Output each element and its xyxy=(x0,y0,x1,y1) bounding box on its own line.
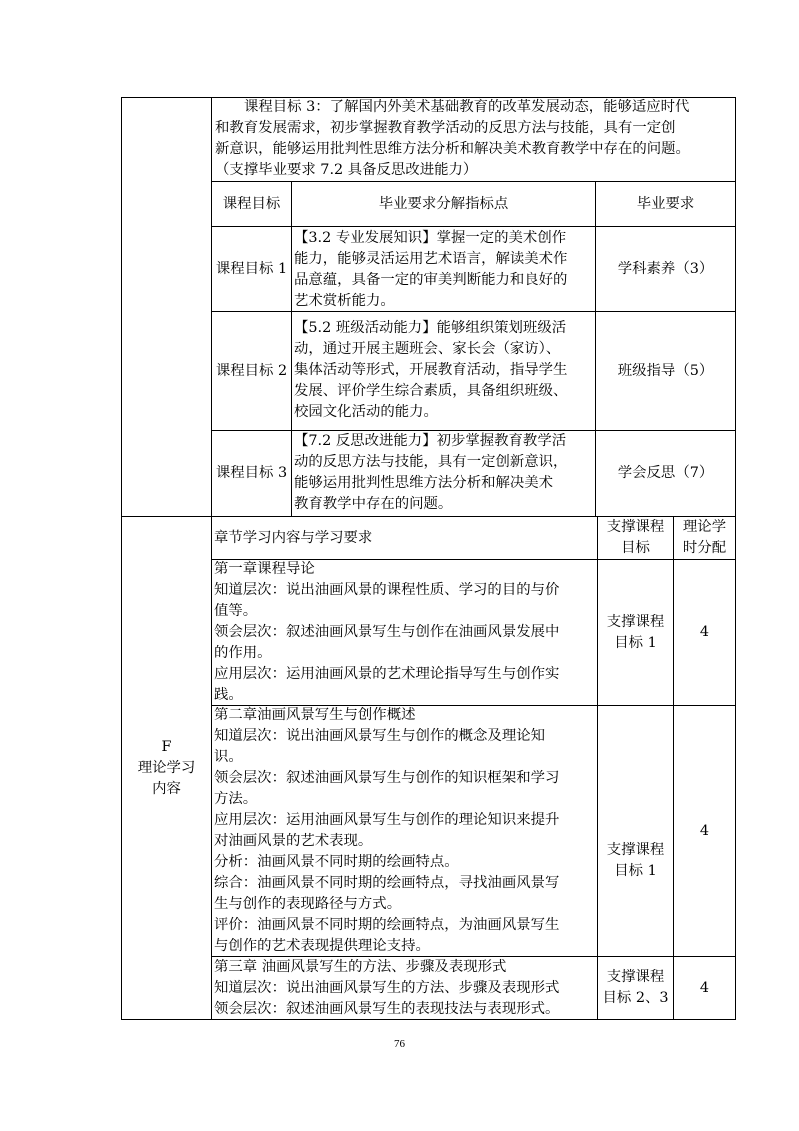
chapter-support: 支撑课程 目标 1 xyxy=(606,613,665,651)
mapping-row-objective: 课程目标 2 xyxy=(215,362,288,379)
chapter-hours: 4 xyxy=(699,624,710,640)
mapping-header-requirement: 毕业要求 xyxy=(636,195,695,212)
page-number: 76 xyxy=(394,1038,405,1050)
intro-line: 课程目标 3：了解国内外美术基础教育的改革发展动态，能够适应时代 xyxy=(244,99,690,115)
intro-line: （支撑毕业要求 7.2 具备反思改进能力） xyxy=(215,162,478,178)
mapping-row-requirement: 学会反思（7） xyxy=(617,465,714,481)
mapping-col-divider-1 xyxy=(291,181,292,516)
mapping-row-indicator: 【3.2 专业发展知识】掌握一定的美术创作 能力，能够灵活运用艺术语言，解读美术作 品意蕴，具备一定的审美判断能力和良好的 艺术赏析能力。 xyxy=(294,230,568,309)
mapping-row-requirement: 班级指导（5） xyxy=(617,362,714,379)
chapter-content: 第二章油画风景写生与创作概述 知道层次：说出油画风景写生与创作的概念及理论知 识。 领会层次：叙述油画风景写生与创作的知识框架和学习 方法。 应用层次：运用油画风景写生与创作的理论知识来提升 对油画风景的艺术表现。 分析：油画风景不同时期的绘画特点。 综合：油画风景不同时期的绘画特点，寻找油画风景写 生与创作的表现路径与方式。 评价：油画风景不同时期的绘画特点，为油画风景写生 与创作的艺术表现提供理论支持。 xyxy=(214,707,560,954)
f-header-content: 章节学习内容与学习要求 xyxy=(214,529,373,546)
mapping-row-indicator: 【7.2 反思改进能力】初步掌握教育教学活 动的反思方法与技能，具有一定创新意识， 能够运用批判性思维方法分析和解决美术 教育教学中存在的问题。 xyxy=(294,433,568,512)
mapping-row-objective: 课程目标 1 xyxy=(215,260,288,277)
mapping-header-indicator: 毕业要求分解指标点 xyxy=(378,195,509,212)
mapping-row-requirement: 学科素养（3） xyxy=(617,260,714,277)
f-header-support: 支撑课程 目标 xyxy=(606,519,665,556)
f-header-hours: 理论学 时分配 xyxy=(682,519,727,556)
objective-3-intro xyxy=(215,97,733,181)
mapping-row-objective: 课程目标 3 xyxy=(215,465,288,481)
intro-line: 和教育发展需求，初步掌握教育教学活动的反思方法与技能，具有一定创 xyxy=(215,120,676,136)
chapter-hours: 4 xyxy=(699,822,710,839)
chapter-hours: 4 xyxy=(699,979,710,996)
intro-line: 新意识，能够运用批判性思维方法分析和解决美术教育教学中存在的问题。 xyxy=(215,141,690,157)
mapping-row-indicator: 【5.2 班级活动能力】能够组织策划班级活 动，通过开展主题班会、家长会（家访）、 集体活动等形式，开展教育活动，指导学生 发展、评价学生综合素质，具备组织班级、 校园文化活动的能力。 xyxy=(294,320,568,420)
chapter-support: 支撑课程 目标 2、3 xyxy=(602,969,669,1006)
mapping-header-objective: 课程目标 xyxy=(222,195,281,212)
section-f-label: F 理论学习 内容 xyxy=(137,738,196,797)
table-right-border xyxy=(735,97,736,1019)
chapter-content: 第三章 油画风景写生的方法、步骤及表现形式 知道层次：说出油画风景写生的方法、步骤及表现形式 领会层次：叙述油画风景写生的表现技法与表现形式。 xyxy=(214,959,560,1017)
chapter-content: 第一章课程导论 知道层次：说出油画风景的课程性质、学习的目的与价 值等。 领会层次：叙述油画风景写生与创作在油画风景发展中 的作用。 应用层次：运用油画风景的艺术理论指导写生与创作实 践。 xyxy=(214,561,560,703)
chapter-support: 支撑课程 目标 1 xyxy=(606,842,665,879)
